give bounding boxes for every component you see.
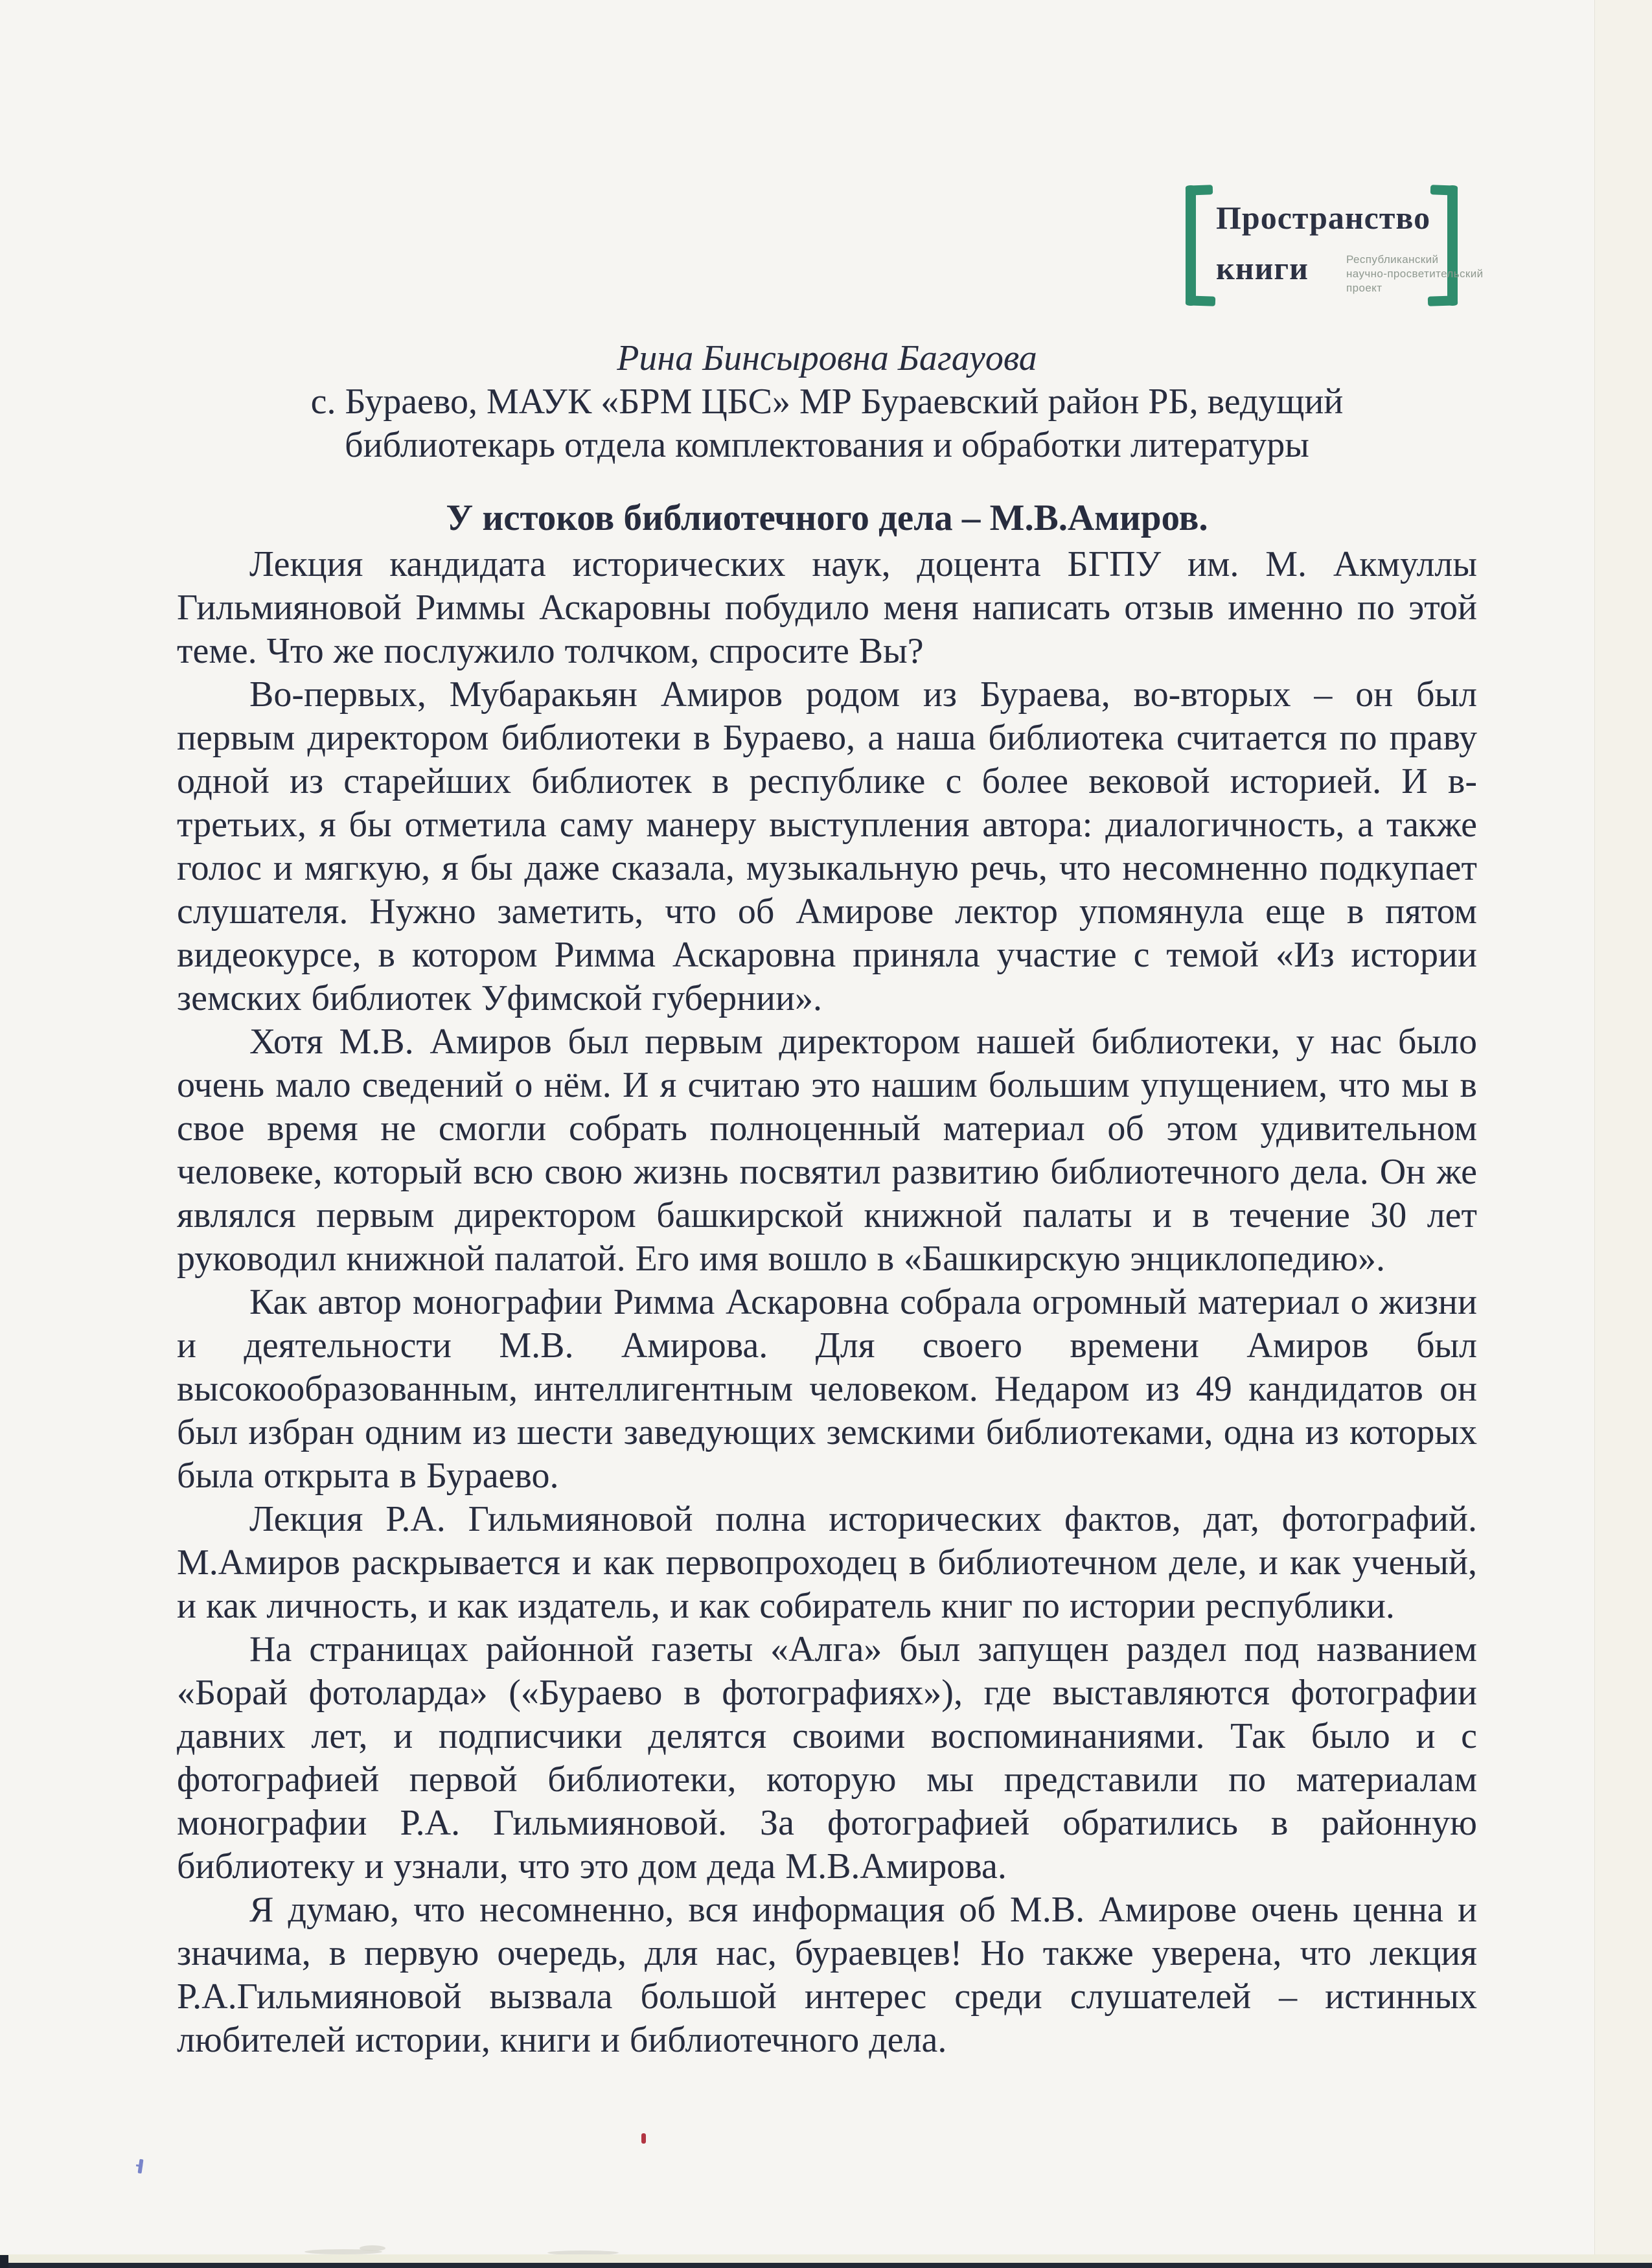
logo-subtitle-line1: Республиканский (1346, 253, 1439, 266)
scan-page-edge (1594, 0, 1652, 2268)
logo-title-line1: Пространство (1216, 200, 1431, 236)
article-body (177, 543, 1477, 2062)
affiliation-line-1: с. Бураево, МАУК «БРМ ЦБС» МР Бураевский район РБ, ведущий (310, 382, 1344, 422)
paragraph: Я думаю, что несомненно, вся информация об М.В. Амирове очень ценна и значима, в первую очередь, для нас, бураевцев! Но также уверена, что лекция Р.А.Гильмияновой вызвала большой интерес среди слушателей – истинных любителей истории, книги и библиотечного дела. (177, 1890, 1477, 2060)
author-name: Рина Бинсыровна Багауова (617, 338, 1037, 378)
paragraph: Хотя М.В. Амиров был первым директором нашей библиотеки, у нас было очень мало сведений о нём. И я считаю это нашим большим упущением, что мы в свое время не смогли собрать полноценный материал об этом удивительном человеке, который всю свою жизнь посвятил развитию библиотечного дела. Он же являлся первым директором башкирской книжной палаты и в течение 30 лет руководил книжной палатой. Его имя вошло в «Башкирскую энциклопедию». (177, 1022, 1477, 1279)
logo-subtitle (1346, 253, 1484, 295)
paragraph: Во-первых, Мубаракьян Амиров родом из Бураева, во-вторых – он был первым директором библиотеки в Бураево, а наша библиотека считается по праву одной из старейших библиотек в республике с более вековой историей. И в-третьих, я бы отметила саму манеру выступления автора: диалогичность, а также голос и мягкую, я бы даже сказала, музыкальную речь, что несомненно подкупает слушателя. Нужно заметить, что об Амирове лектор упомянула еще в пятом видеокурсе, в котором Римма Аскаровна приняла участие с темой «Из истории земских библиотек Уфимской губернии». (177, 674, 1477, 1018)
prostranstvo-knigi-logo (1184, 183, 1484, 308)
scan-bottom-band-dark (0, 2263, 1652, 2268)
logo-subtitle-line3: проект (1346, 282, 1382, 294)
document-header (177, 337, 1477, 467)
logo-subtitle-line2: научно-просветительский (1346, 268, 1484, 280)
affiliation-line-2: библиотекарь отдела комплектования и обработки литературы (345, 425, 1309, 465)
scan-smudge (360, 2245, 385, 2251)
logo-title-line2: книги (1216, 250, 1309, 286)
ink-speck-red (641, 2133, 646, 2144)
paragraph: На страницах районной газеты «Алга» был запущен раздел под названием «Борай фотоларда» («Бураево в фотографиях»), где выставляются фотографии давних лет, и подписчики делятся своими воспоминаниями. Так было и с фотографией первой библиотеки, которую мы представили по материалам монографии Р.А. Гильмияновой. За фотографией обратились в районную библиотеку и узнали, что это дом деда М.В.Амирова. (177, 1629, 1477, 1886)
paragraph: Лекция кандидата исторических наук, доцента БГПУ им. М. Акмуллы Гильмияновой Риммы Аскаровны побудило меня написать отзыв именно по этой теме. Что же послужило толчком, спросите Вы? (177, 544, 1477, 671)
article-title: У истоков библиотечного дела – М.В.Амиров. (446, 498, 1208, 538)
paragraph: Как автор монографии Римма Аскаровна собрала огромный материал о жизни и деятельности М.В. Амирова. Для своего времени Амиров был высокообразованным, интеллигентным человеком. Недаром из 49 кандидатов он был избран одним из шести заведующих земскими библиотеками, одна из которых была открыта в Бураево. (177, 1282, 1477, 1496)
scan-bottom-band-cream (0, 2254, 1652, 2263)
logo-left-bracket-icon (1186, 185, 1213, 306)
scan-bottom-corner (0, 2255, 8, 2268)
ink-speck-blue (137, 2159, 143, 2174)
paragraph: Лекция Р.А. Гильмияновой полна исторических фактов, дат, фотографий. М.Амиров раскрывается и как первопроходец в библиотечном деле, и как ученый, и как личность, и как издатель, и как собиратель книг по истории республики. (177, 1499, 1477, 1626)
